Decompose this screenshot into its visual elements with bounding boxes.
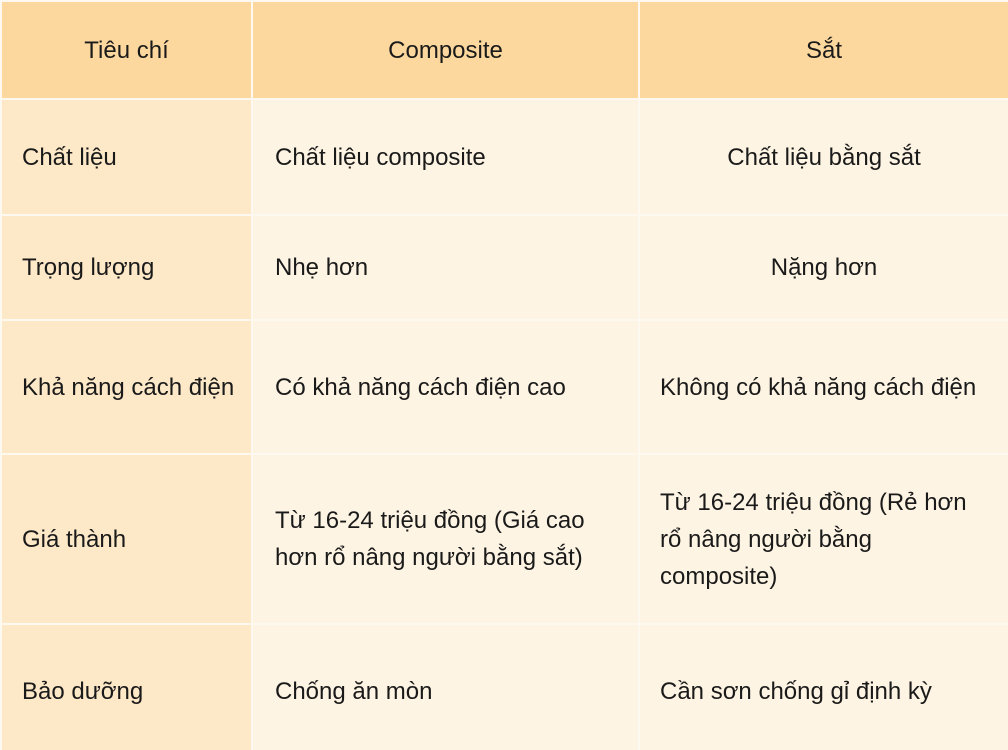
table-row bbox=[1, 99, 1008, 215]
composite-cell: Nhẹ hơn bbox=[252, 215, 639, 320]
header-row bbox=[1, 1, 1008, 99]
iron-cell: Cần sơn chống gỉ định kỳ bbox=[639, 624, 1008, 750]
iron-cell: Nặng hơn bbox=[639, 215, 1008, 320]
table-row bbox=[1, 624, 1008, 750]
table-row bbox=[1, 215, 1008, 320]
table-row bbox=[1, 454, 1008, 624]
iron-cell: Từ 16-24 triệu đồng (Rẻ hơn rổ nâng người bằng composite) bbox=[639, 454, 1008, 624]
criteria-cell: Chất liệu bbox=[1, 99, 252, 215]
composite-cell: Có khả năng cách điện cao bbox=[252, 320, 639, 454]
header-criteria: Tiêu chí bbox=[1, 1, 252, 99]
composite-cell: Chống ăn mòn bbox=[252, 624, 639, 750]
criteria-cell: Giá thành bbox=[1, 454, 252, 624]
composite-cell: Từ 16-24 triệu đồng (Giá cao hơn rổ nâng người bằng sắt) bbox=[252, 454, 639, 624]
header-iron: Sắt bbox=[639, 1, 1008, 99]
iron-cell: Không có khả năng cách điện bbox=[639, 320, 1008, 454]
header-composite: Composite bbox=[252, 1, 639, 99]
table-row bbox=[1, 320, 1008, 454]
iron-cell: Chất liệu bằng sắt bbox=[639, 99, 1008, 215]
criteria-cell: Trọng lượng bbox=[1, 215, 252, 320]
composite-cell: Chất liệu composite bbox=[252, 99, 639, 215]
criteria-cell: Khả năng cách điện bbox=[1, 320, 252, 454]
criteria-cell: Bảo dưỡng bbox=[1, 624, 252, 750]
